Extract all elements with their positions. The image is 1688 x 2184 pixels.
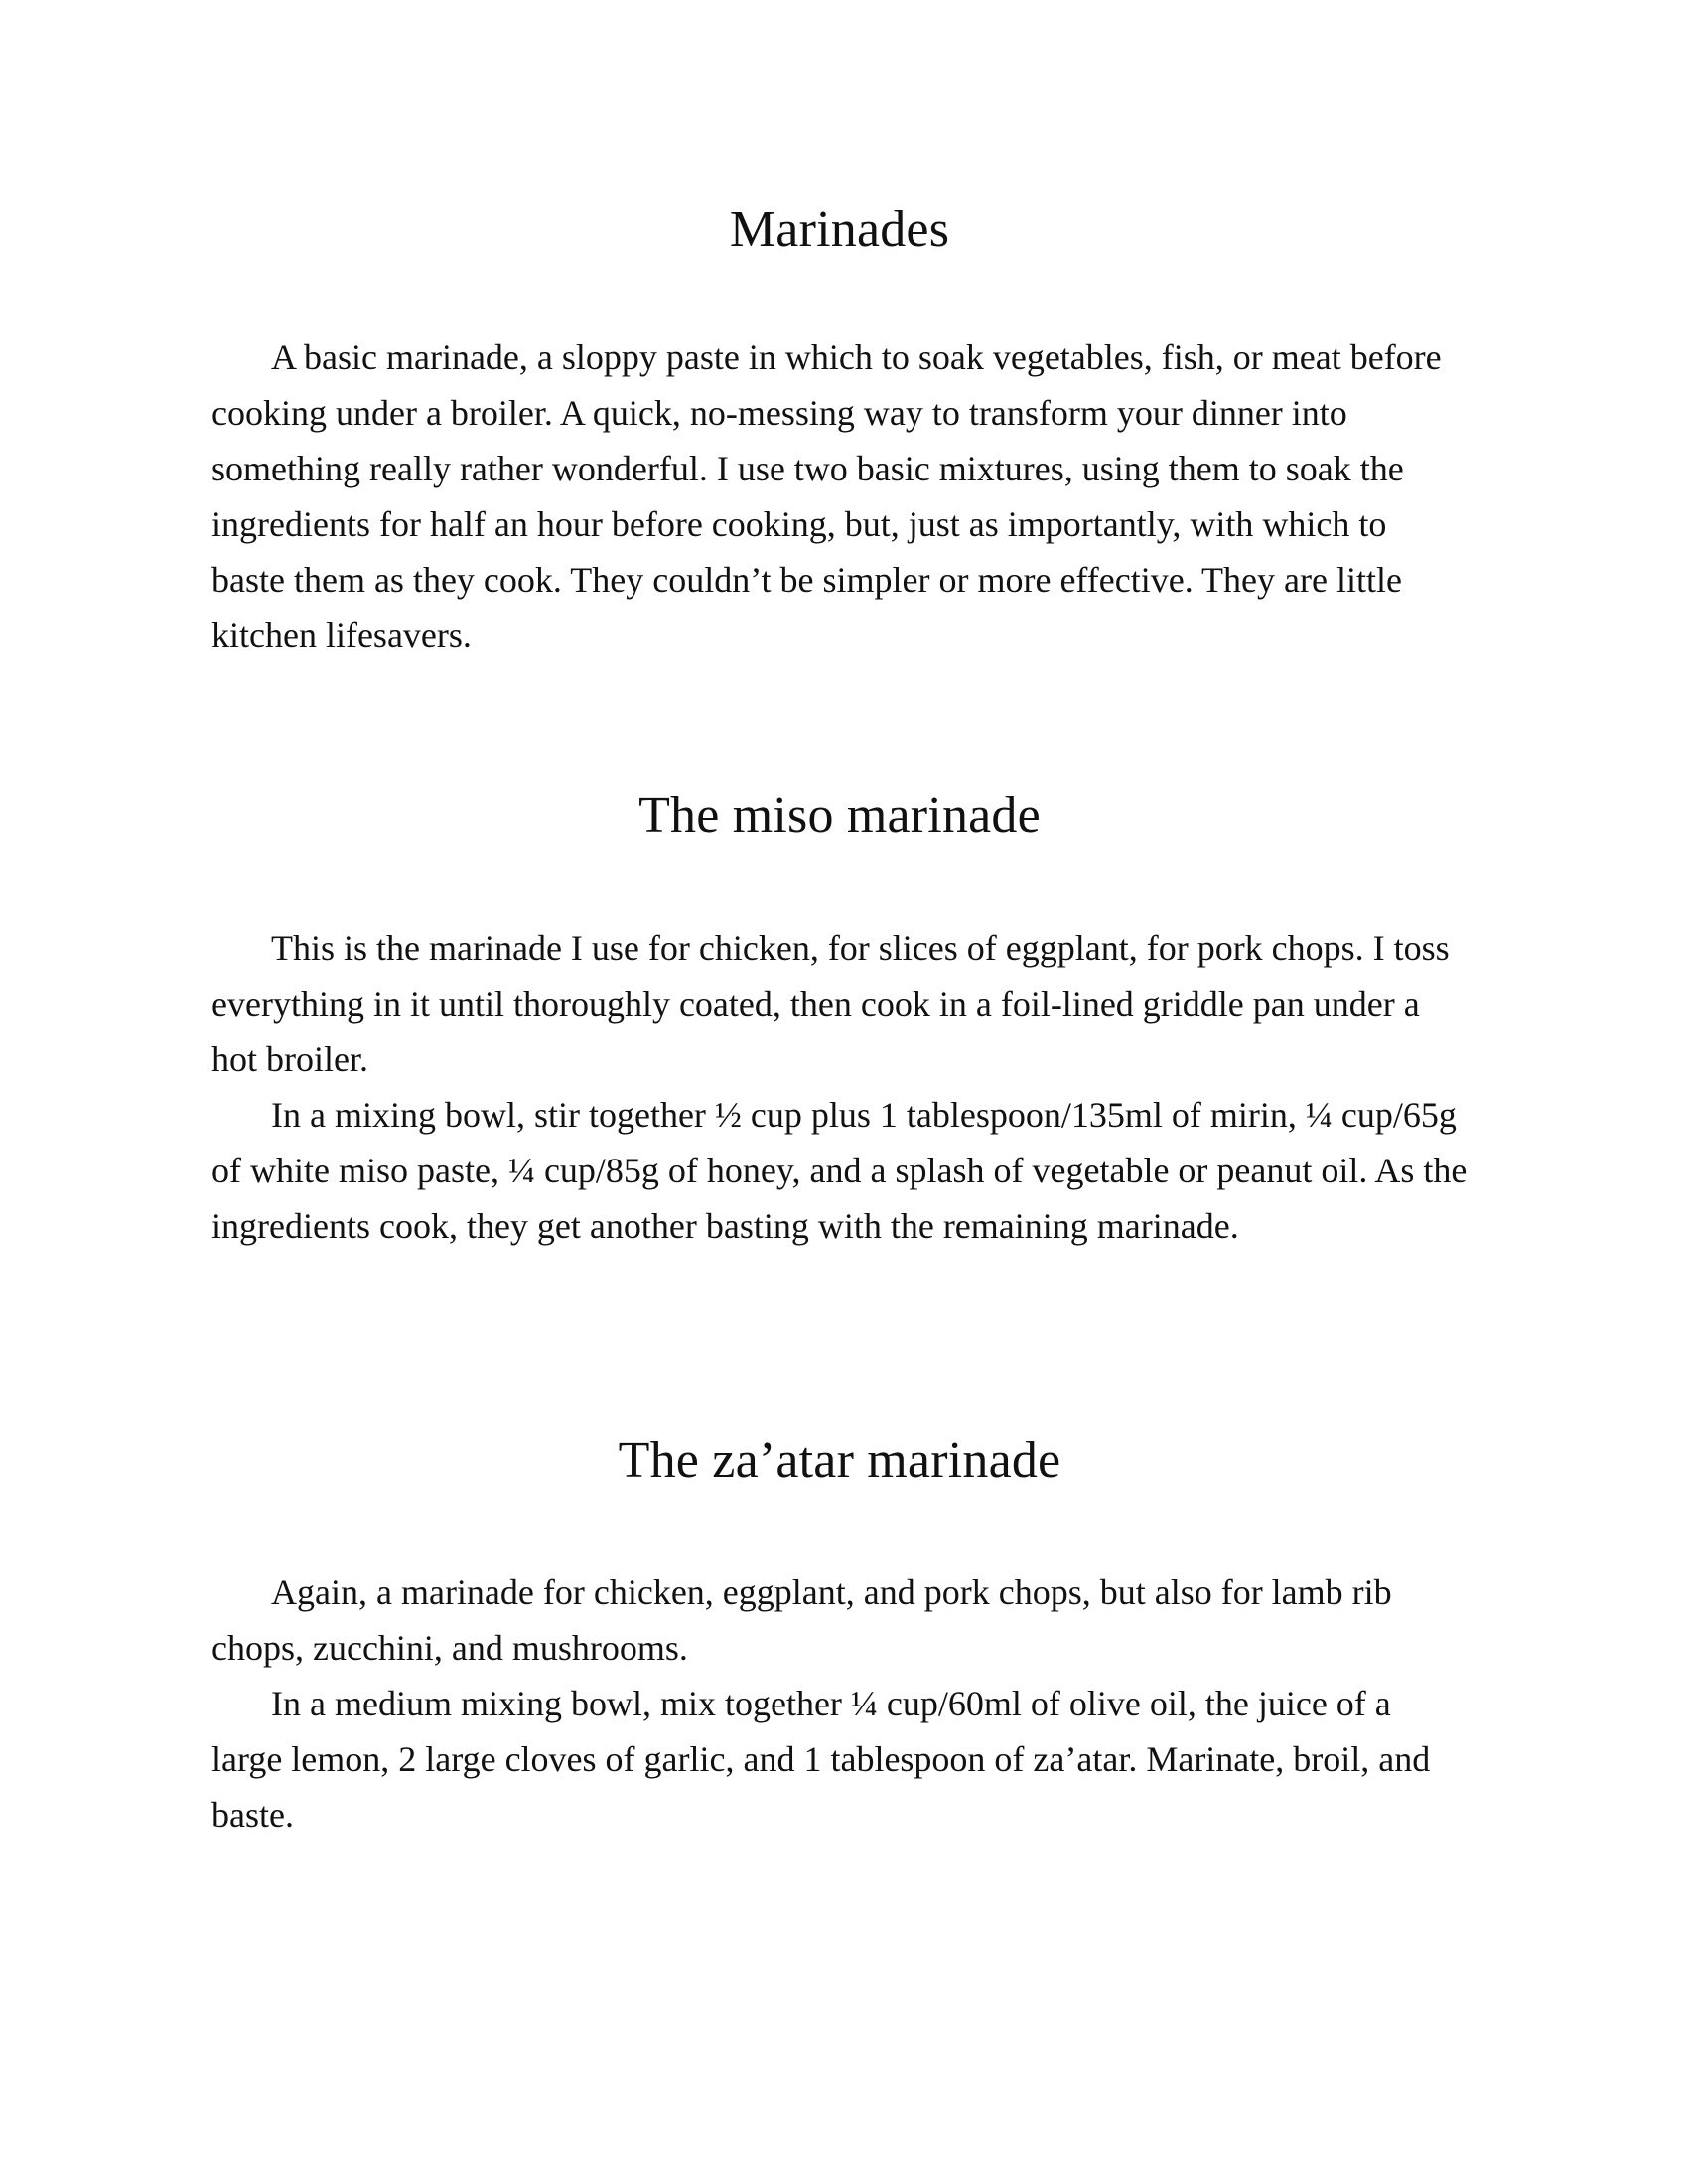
- intro-paragraph: A basic marinade, a sloppy paste in which to soak vegetables, fish, or meat before cooking under a broiler. A quick, no-messing way to transform your dinner into something really rather wonderful. I use two basic mixtures, using them to soak the ingredients for half an hour before cooking, but, just as importantly, with which to baste them as they cook. They couldn’t be simpler or more effective. They are little kitchen lifesavers.: [211, 338, 1442, 655]
- intro-section: [211, 330, 1468, 663]
- section-heading-zaatar: The za’atar marinade: [618, 1433, 1061, 1489]
- paragraph: Again, a marinade for chicken, eggplant, and pork chops, but also for lamb rib chops, zucchini, and mushrooms.: [211, 1572, 1392, 1668]
- section-heading-miso: The miso marinade: [638, 787, 1041, 844]
- section-body-zaatar: [211, 1565, 1468, 1843]
- paragraph: In a mixing bowl, stir together ½ cup plus 1 tablespoon/135ml of mirin, ¼ cup/65g of white miso paste, ¼ cup/85g of honey, and a splash of vegetable or peanut oil. As the ingredients cook, they get another basting with the remaining marinade.: [211, 1095, 1468, 1246]
- paragraph: In a medium mixing bowl, mix together ¼ cup/60ml of olive oil, the juice of a large lemon, 2 large cloves of garlic, and 1 tablespoon of za’atar. Marinate, broil, and baste.: [211, 1684, 1431, 1835]
- section-body-miso: [211, 920, 1468, 1254]
- page-title: Marinades: [729, 202, 950, 258]
- paragraph: This is the marinade I use for chicken, for slices of eggplant, for pork chops. I toss everything in it until thoroughly coated, then cook in a foil-lined griddle pan under a hot broiler.: [211, 928, 1450, 1079]
